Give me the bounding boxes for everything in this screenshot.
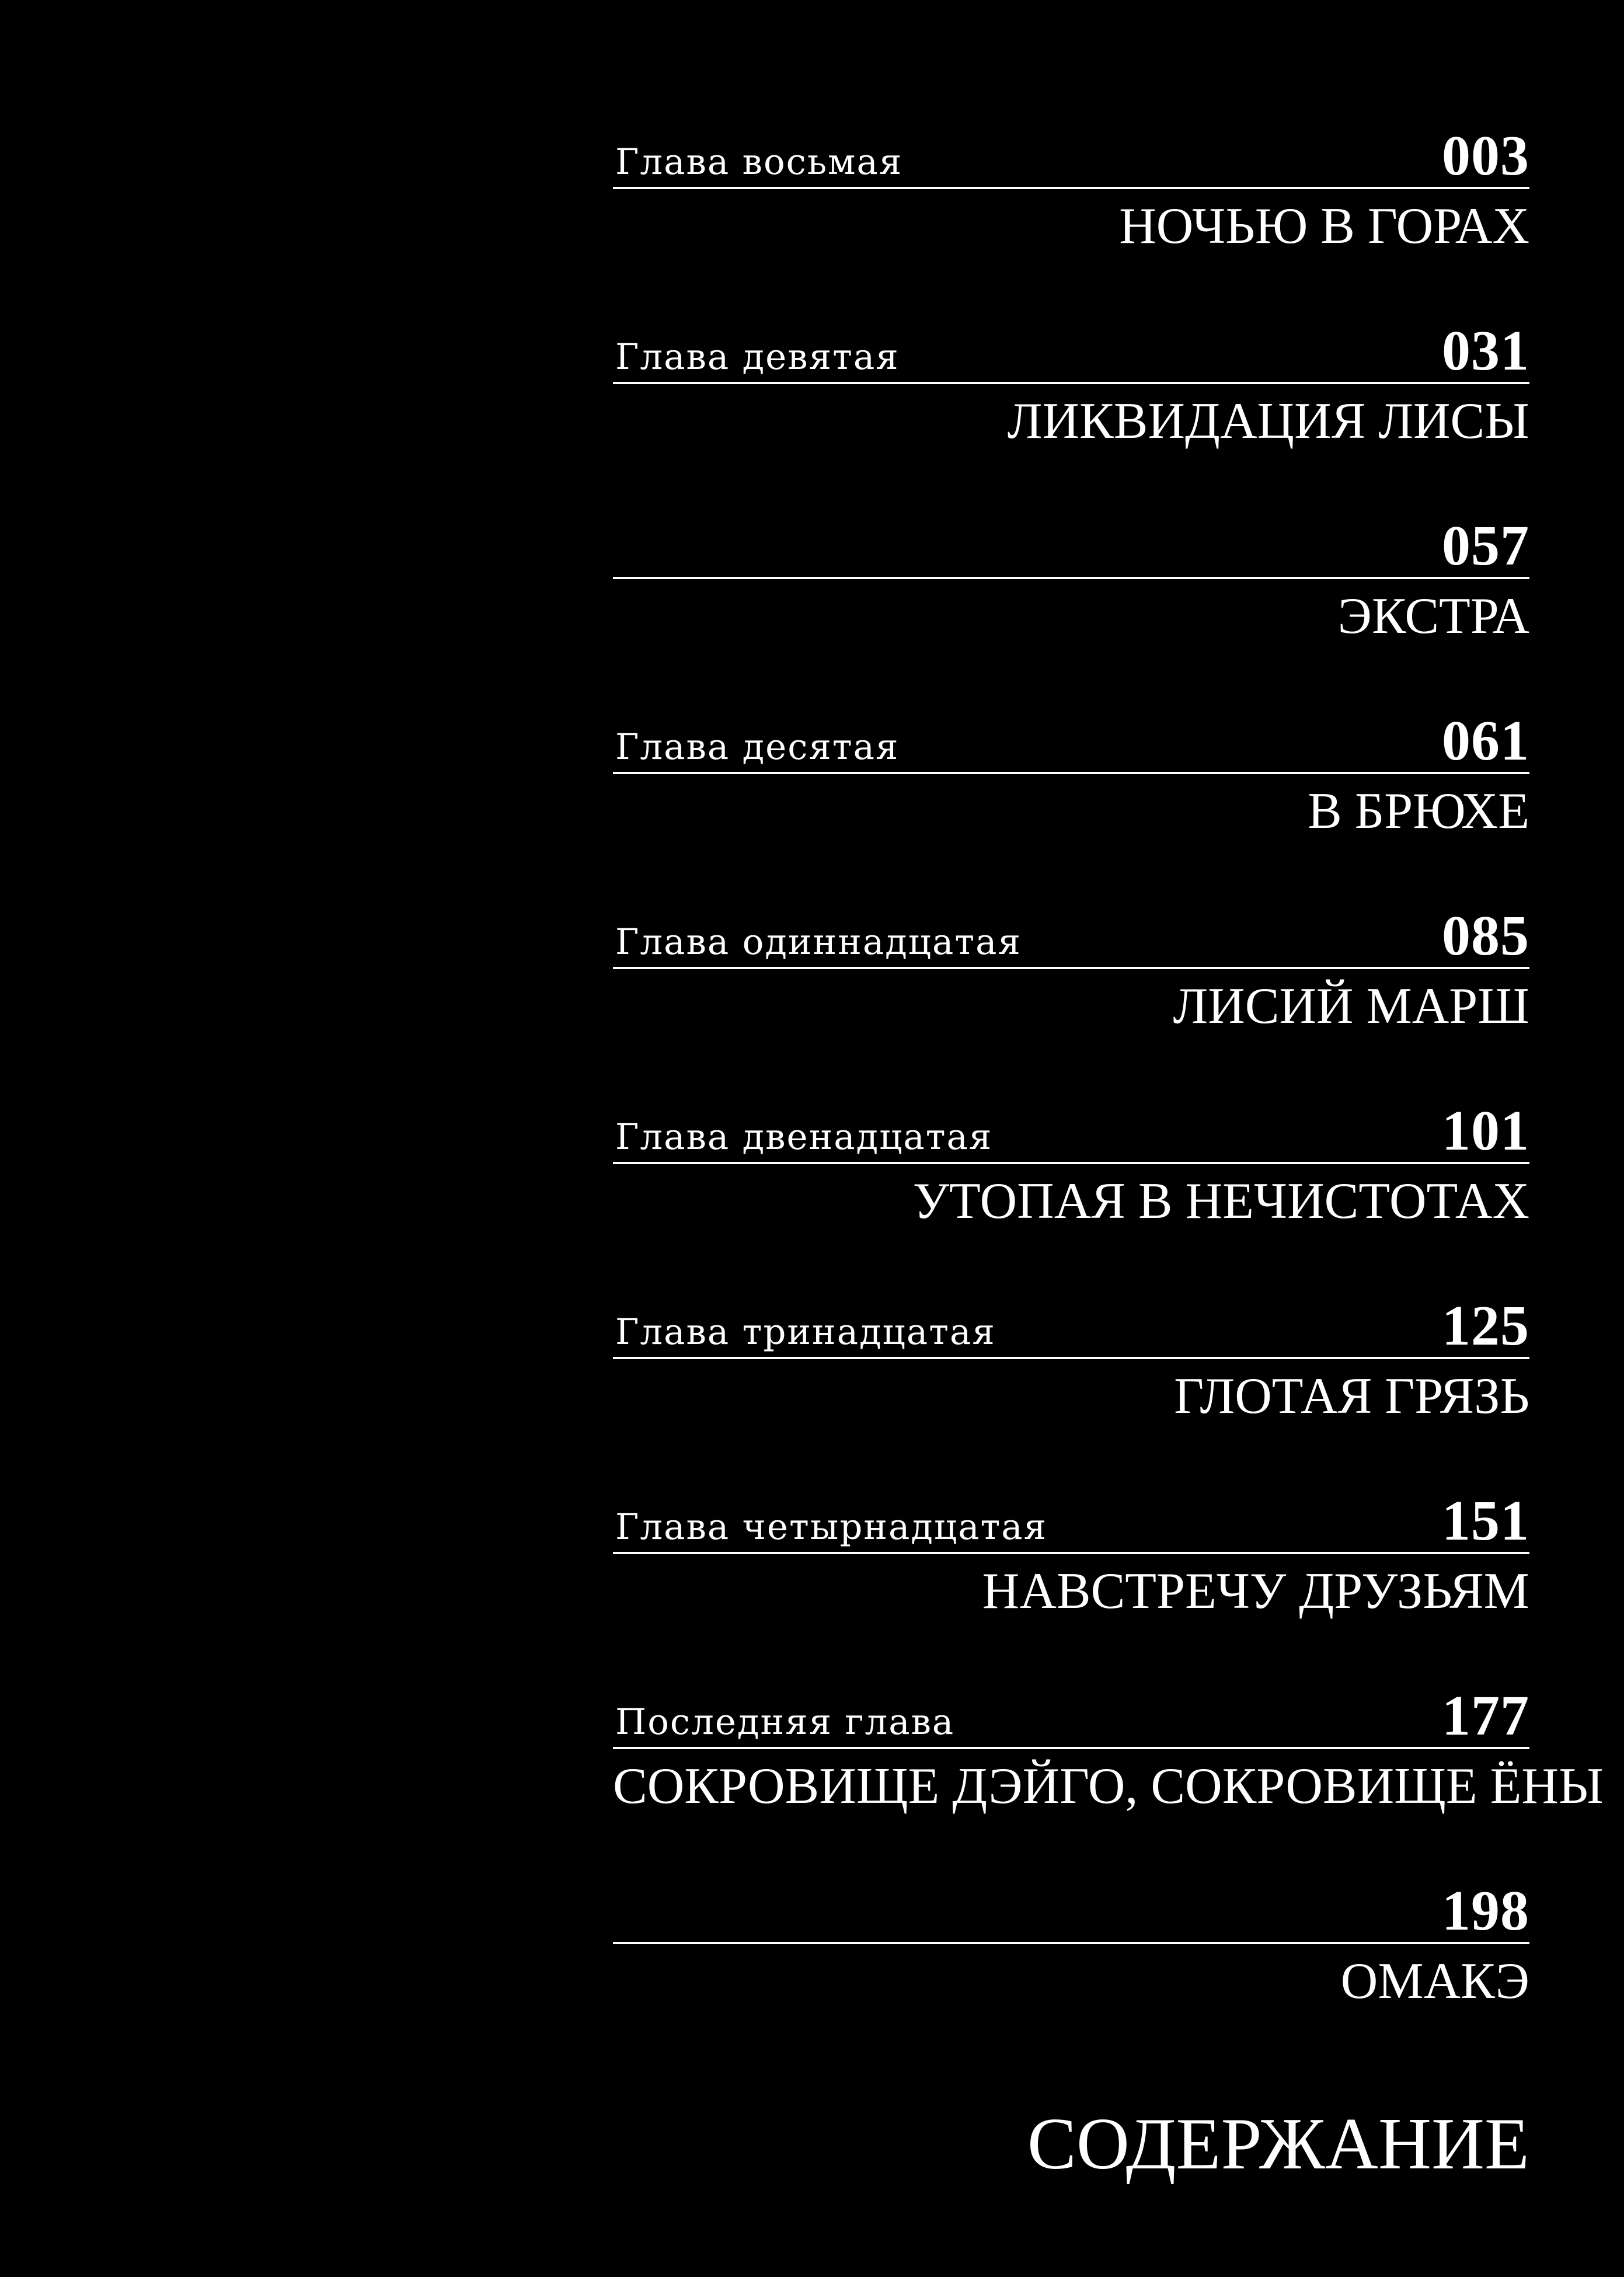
toc-entry-header [613,303,1529,384]
chapter-title: ГЛОТАЯ ГРЯЗЬ [1174,1368,1529,1425]
chapter-label: Глава десятая [615,726,900,768]
toc-entry-header [613,888,1529,969]
toc-entry-header [613,1083,1529,1164]
toc-entry-header [613,1473,1529,1554]
chapter-title: В БРЮХЕ [1308,783,1529,840]
page-number: 061 [1442,709,1529,772]
page-number: 003 [1442,124,1529,187]
toc-entry-header [613,1668,1529,1749]
chapter-title: ОМАКЭ [1340,1953,1529,2010]
chapter-label: Глава одиннадцатая [615,921,1022,963]
chapter-label: Последняя глава [615,1701,955,1743]
contents-heading: СОДЕРЖАНИЕ [1027,2104,1529,2185]
toc-entry [613,693,1529,888]
chapter-title: ЛИСИЙ МАРШ [1173,978,1529,1035]
chapter-label [613,1935,615,1942]
page-number: 031 [1442,319,1529,382]
chapter-label [613,570,615,577]
toc-entry-header [613,693,1529,774]
page-number: 151 [1442,1489,1529,1552]
chapter-title: ЭКСТРА [1337,588,1529,645]
toc-entry-header [613,108,1529,189]
page-number: 057 [1442,514,1529,577]
toc-entry [613,1278,1529,1473]
toc-entry [613,1083,1529,1278]
chapter-label: Глава двенадцатая [615,1116,993,1158]
toc-entry-header [613,498,1529,579]
page-number: 085 [1442,904,1529,967]
chapter-title: ЛИКВИДАЦИЯ ЛИСЫ [1007,393,1529,450]
chapter-title: НОЧЬЮ В ГОРАХ [1119,198,1529,255]
toc-entry [613,1473,1529,1668]
chapter-label: Глава четырнадцатая [615,1506,1048,1548]
toc-entry [613,888,1529,1083]
page-number: 101 [1442,1099,1529,1162]
chapter-label: Глава девятая [615,336,900,378]
toc-entry [613,108,1529,303]
chapter-label: Глава тринадцатая [615,1311,996,1353]
toc-entry [613,1863,1529,2058]
toc-entry [613,1668,1604,1863]
toc-entry-header [613,1863,1529,1944]
chapter-title: НАВСТРЕЧУ ДРУЗЬЯМ [982,1563,1529,1620]
page-number: 198 [1442,1879,1529,1942]
page-number: 125 [1442,1294,1529,1357]
page-number: 177 [1442,1684,1529,1747]
chapter-title: УТОПАЯ В НЕЧИСТОТАХ [912,1173,1529,1230]
chapter-title: СОКРОВИЩЕ ДЭЙГО, СОКРОВИЩЕ ЁНЫ [613,1758,1604,1815]
toc-entry-header [613,1278,1529,1359]
toc-entry [613,303,1529,498]
table-of-contents [613,108,1604,2058]
chapter-label: Глава восьмая [615,141,903,183]
toc-entry [613,498,1529,693]
